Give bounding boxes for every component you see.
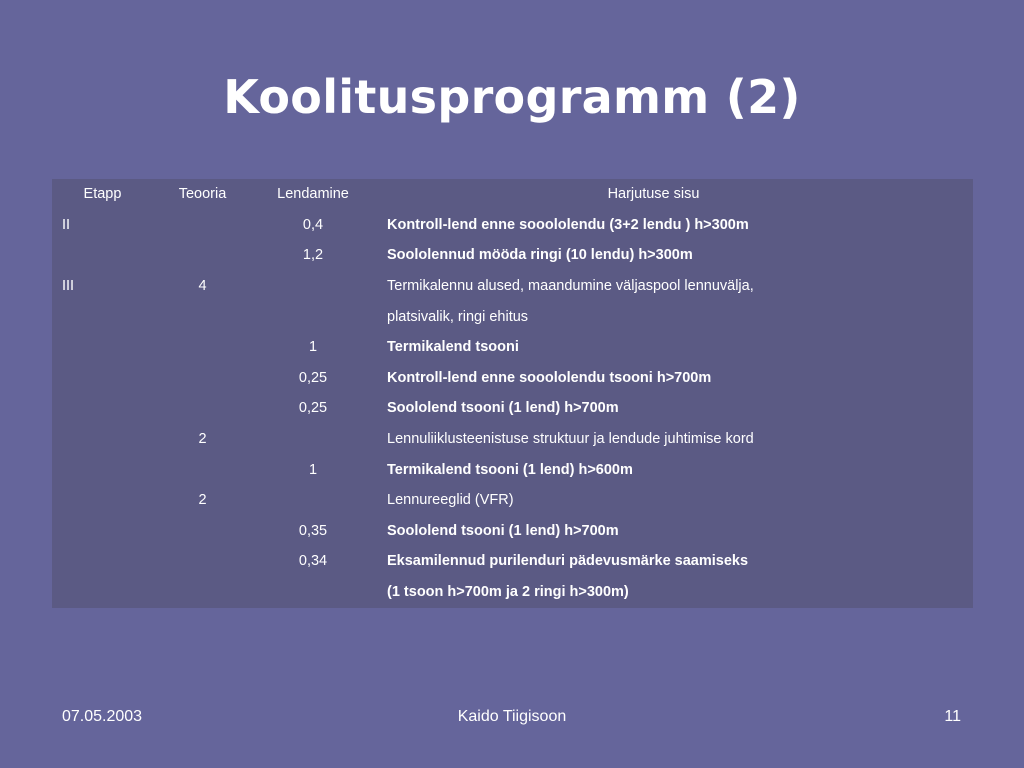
cell-teooria [153,393,252,424]
cell-harjutuse-sisu: Termikalend tsooni (1 lend) h>600m [387,461,633,478]
cell-etapp [52,516,153,547]
cell-harjutuse-sisu: Soololennud mööda ringi (10 lendu) h>300m [387,247,693,264]
cell-harjutuse-sisu: Soololend tsooni (1 lend) h>700m [387,400,619,417]
table-row [52,454,973,485]
cell-lendamine: 0,34 [298,553,328,570]
cell-harjutuse-sisu: platsivalik, ringi ehitus [387,308,529,325]
table-body [52,210,973,608]
cell-harjutuse-sisu: Lennureeglid (VFR) [387,492,514,509]
cell-lendamine [252,577,374,608]
cell-etapp [52,454,153,485]
cell-lendamine: 0,35 [298,522,328,539]
cell-etapp [52,546,153,577]
cell-harjutuse-sisu: Soololend tsooni (1 lend) h>700m [387,522,619,539]
cell-lendamine [252,271,374,302]
table-row [52,516,973,547]
table-row [52,363,973,394]
cell-etapp [52,240,153,271]
cell-teooria [153,210,252,241]
table-row [52,271,973,302]
footer-page-number: 11 [944,708,961,725]
table-row [52,546,973,577]
cell-harjutuse-sisu: Termikalend tsooni [387,339,519,356]
cell-etapp [52,485,153,516]
cell-etapp [52,332,153,363]
training-table [52,179,973,607]
cell-etapp [52,424,153,455]
table-row [52,424,973,455]
cell-teooria [153,516,252,547]
slide-title: Koolitusprogramm (2) [223,70,801,124]
table-row [52,210,973,241]
header-etapp: Etapp [83,186,122,203]
cell-etapp [52,363,153,394]
cell-harjutuse-sisu: Kontroll-lend enne sooololendu (3+2 lendu ) h>300m [387,216,749,233]
cell-lendamine: 1 [308,339,318,356]
table-header-row [52,179,973,210]
header-teooria: Teooria [178,186,227,203]
cell-teooria [153,332,252,363]
cell-etapp: II [62,216,71,233]
training-program-table [52,179,973,608]
cell-teooria [153,546,252,577]
cell-harjutuse-sisu: Kontroll-lend enne sooololendu tsooni h>700m [387,369,712,386]
cell-lendamine: 0,25 [298,400,328,417]
cell-teooria: 2 [198,492,207,509]
cell-harjutuse-sisu: (1 tsoon h>700m ja 2 ringi h>300m) [387,584,629,601]
table-row [52,577,973,608]
table-row [52,240,973,271]
cell-etapp [52,301,153,332]
cell-etapp: III [62,278,75,295]
cell-teooria [153,577,252,608]
cell-harjutuse-sisu: Lennuliiklusteenistuse struktuur ja lendude juhtimise kord [387,431,754,448]
cell-lendamine: 0,4 [302,216,324,233]
cell-lendamine [252,424,374,455]
cell-teooria [153,454,252,485]
footer-author: Kaido Tiigisoon [457,708,567,725]
cell-teooria [153,301,252,332]
footer-date: 07.05.2003 [62,708,143,725]
table-row [52,393,973,424]
cell-teooria [153,240,252,271]
cell-harjutuse-sisu: Termikalennu alused, maandumine väljaspool lennuvälja, [387,278,754,295]
cell-lendamine [252,301,374,332]
cell-lendamine: 0,25 [298,369,328,386]
cell-etapp [52,393,153,424]
cell-lendamine: 1,2 [302,247,324,264]
header-lendamine: Lendamine [277,186,349,203]
table-row [52,301,973,332]
header-harjutuse-sisu: Harjutuse sisu [607,186,700,203]
cell-lendamine: 1 [308,461,318,478]
cell-teooria: 2 [198,431,207,448]
cell-harjutuse-sisu: Eksamilennud purilenduri pädevusmärke saamiseks [387,553,749,570]
table-row [52,332,973,363]
cell-etapp [52,577,153,608]
table-row [52,485,973,516]
cell-teooria [153,363,252,394]
cell-lendamine [252,485,374,516]
cell-teooria: 4 [198,278,207,295]
